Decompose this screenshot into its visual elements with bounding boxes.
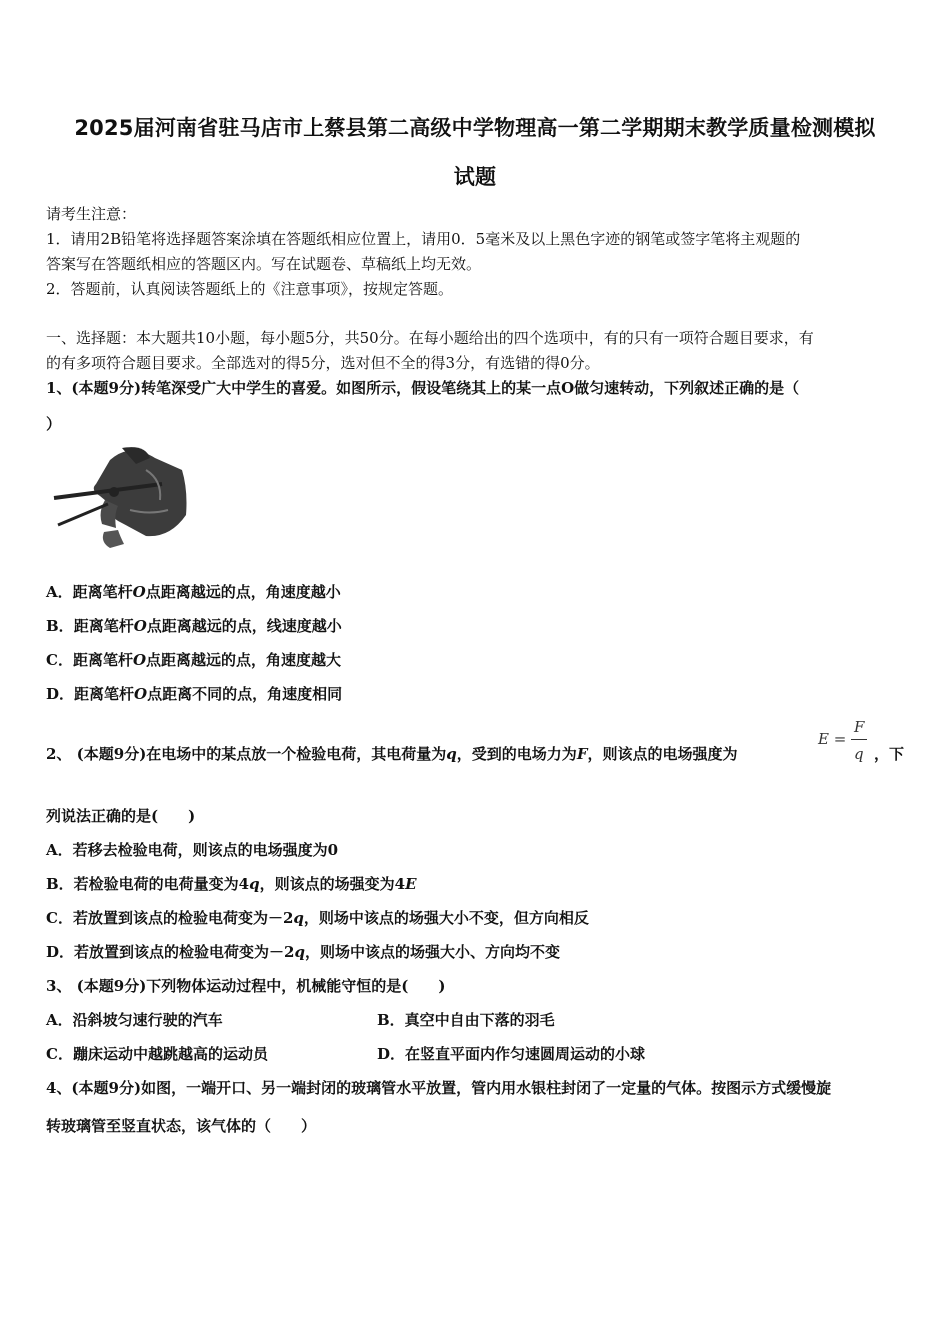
q2-stem: 2、 (本题9分)在电场中的某点放一个检验电荷，其电荷量为q，受到的电场力为F，则该点的电场强度为 <box>46 745 738 763</box>
notice-header: 请考生注意： <box>46 205 137 223</box>
q2-option-a[interactable]: A．若移去检验电荷，则该点的电场强度为0 <box>46 841 339 859</box>
q4-stem: 4、(本题9分)如图，一端开口、另一端封闭的玻璃管水平放置，管内用水银柱封闭了一定量的气体。按图示方式缓慢旋 <box>46 1079 832 1097</box>
section-intro: 一、选择题：本大题共10小题，每小题5分，共50分。在每小题给出的四个选项中，有的只有一项符合题目要求，有 <box>46 329 814 347</box>
q3-option-a[interactable]: A．沿斜坡匀速行驶的汽车 <box>46 1011 223 1029</box>
q2-option-d[interactable]: D．若放置到该点的检验电荷变为－2q，则场中该点的场强大小、方向均不变 <box>46 943 560 961</box>
q3-stem: 3、 (本题9分)下列物体运动过程中，机械能守恒的是( ) <box>46 977 446 995</box>
q1-option-b[interactable]: B．距离笔杆O点距离越远的点，线速度越小 <box>46 617 342 635</box>
q2-stem-cont: 列说法正确的是( ) <box>46 807 196 825</box>
q1-option-d[interactable]: D．距离笔杆O点距离不同的点，角速度相同 <box>46 685 343 703</box>
q3-option-d[interactable]: D．在竖直平面内作匀速圆周运动的小球 <box>377 1045 646 1063</box>
notice-item2: 2．答题前，认真阅读答题纸上的《注意事项》，按规定答题。 <box>46 280 454 298</box>
fraction-bar <box>851 739 867 740</box>
pen-spinning-hand-image <box>50 440 190 555</box>
q1-option-c[interactable]: C．距离笔杆O点距离越远的点，角速度越大 <box>46 651 342 669</box>
q4-stem-cont: 转玻璃管至竖直状态，该气体的（ ） <box>46 1117 317 1135</box>
q2-option-b[interactable]: B．若检验电荷的电荷量变为4q，则该点的场强变为4E <box>46 875 417 893</box>
q2-stem-tail: ，下 <box>874 745 905 763</box>
q1-option-a[interactable]: A．距离笔杆O点距离越远的点，角速度越小 <box>46 583 341 601</box>
section-intro-cont: 的有多项符合题目要求。全部选对的得5分，选对但不全的得3分，有选错的得0分。 <box>46 354 600 372</box>
q2-option-c[interactable]: C．若放置到该点的检验电荷变为－2q，则场中该点的场强大小不变，但方向相反 <box>46 909 589 927</box>
q1-stem-cont: ） <box>46 415 62 433</box>
notice-item1-cont: 答案写在答题纸相应的答题区内。写在试题卷、草稿纸上均无效。 <box>46 255 482 273</box>
q1-stem: 1、(本题9分)转笔深受广大中学生的喜爱。如图所示，假设笔绕其上的某一点O做匀速转动，下列叙述正确的是（ <box>46 379 800 397</box>
notice-item1: 1．请用2B铅笔将选择题答案涂填在答题纸相应位置上，请用0．5毫米及以上黑色字迹的钢笔或签字笔将主观题的 <box>46 230 801 248</box>
q3-option-b[interactable]: B．真空中自由下落的羽毛 <box>377 1011 555 1029</box>
field-strength-formula: E = F q <box>818 718 874 768</box>
q3-option-c[interactable]: C．蹦床运动中越跳越高的运动员 <box>46 1045 268 1063</box>
exam-title-line1: 2025届河南省驻马店市上蔡县第二高级中学物理高一第二学期期末教学质量检测模拟 <box>74 116 876 140</box>
exam-title-line2: 试题 <box>453 165 497 189</box>
